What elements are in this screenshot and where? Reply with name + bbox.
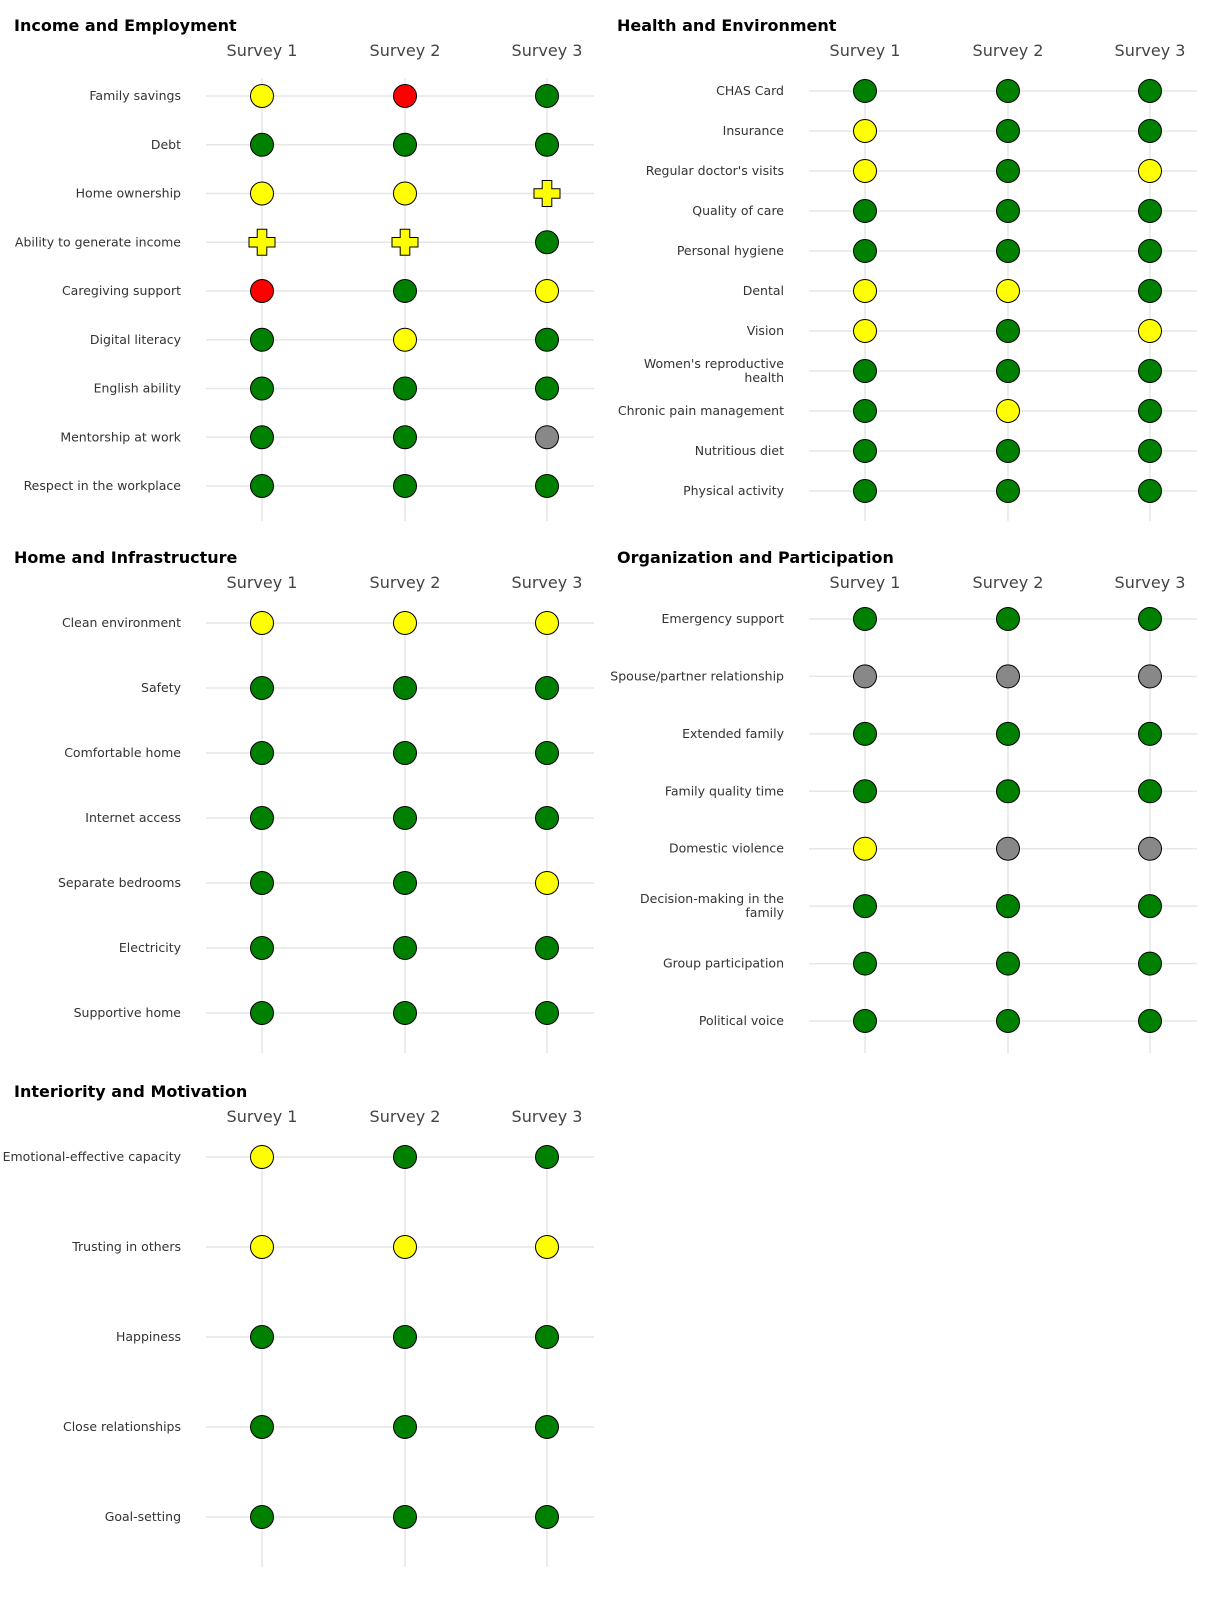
status-dot <box>536 807 559 830</box>
row-label: Group participation <box>662 955 784 971</box>
status-dot <box>536 426 559 449</box>
status-dot <box>1139 895 1162 918</box>
status-dot <box>251 182 274 205</box>
status-dot <box>251 426 274 449</box>
status-dot <box>394 377 417 400</box>
status-dot <box>997 440 1020 463</box>
status-dot <box>997 240 1020 263</box>
status-dot <box>997 895 1020 918</box>
status-dot <box>997 780 1020 803</box>
status-dot <box>251 1146 274 1169</box>
row-label: Nutritious diet <box>694 443 784 458</box>
chart-panel-organization-participation <box>610 548 1207 1058</box>
row-label: Emotional-effective capacity <box>2 1149 181 1164</box>
column-label: Survey 1 <box>829 573 901 592</box>
row-label: Safety <box>141 680 181 695</box>
chart-panel-health-environment <box>617 16 1207 526</box>
row-label: Chronic pain management <box>617 403 784 418</box>
status-dot <box>394 1146 417 1169</box>
status-dot <box>1139 952 1162 975</box>
status-dot <box>251 612 274 635</box>
row-label: Physical activity <box>683 483 784 498</box>
status-dot <box>1139 665 1162 688</box>
status-dot <box>536 85 559 108</box>
status-dot <box>394 937 417 960</box>
row-label: Debt <box>150 136 181 152</box>
status-dot <box>854 608 877 631</box>
column-label: Survey 3 <box>511 573 583 592</box>
row-label: Electricity <box>118 940 181 955</box>
status-dot <box>997 480 1020 503</box>
status-dot <box>854 952 877 975</box>
status-dot <box>536 1002 559 1025</box>
column-label: Survey 1 <box>226 41 298 60</box>
status-dot <box>251 1002 274 1025</box>
status-dot <box>536 612 559 635</box>
panel-title: Interiority and Motivation <box>14 1082 248 1101</box>
status-dot <box>394 280 417 303</box>
column-label: Survey 2 <box>972 573 1044 592</box>
status-dot <box>997 120 1020 143</box>
status-dot <box>1139 80 1162 103</box>
status-dot <box>394 807 417 830</box>
status-dot <box>1139 280 1162 303</box>
status-dot <box>394 1416 417 1439</box>
plus-marker <box>392 229 418 255</box>
status-dot <box>394 328 417 351</box>
status-dot <box>251 677 274 700</box>
row-label: Women's reproductive health <box>643 356 784 385</box>
status-dot <box>536 1146 559 1169</box>
status-dot <box>854 120 877 143</box>
status-dot <box>854 837 877 860</box>
status-dot <box>251 1416 274 1439</box>
status-dot <box>1139 837 1162 860</box>
status-dot <box>536 475 559 498</box>
status-dot <box>997 360 1020 383</box>
row-label: Comfortable home <box>64 745 181 760</box>
status-dot <box>536 231 559 254</box>
dot-matrix-chart <box>14 16 604 526</box>
dot-matrix-chart <box>2 1082 604 1602</box>
status-dot <box>997 80 1020 103</box>
status-dot <box>997 280 1020 303</box>
dot-matrix-chart <box>610 548 1207 1058</box>
row-label: Mentorship at work <box>60 429 181 445</box>
status-dot <box>854 400 877 423</box>
row-label: Personal hygiene <box>676 243 784 258</box>
status-dot <box>394 426 417 449</box>
status-dot <box>536 280 559 303</box>
status-dot <box>251 1326 274 1349</box>
status-dot <box>394 1236 417 1259</box>
status-dot <box>536 677 559 700</box>
panel-title: Health and Environment <box>617 16 837 35</box>
status-dot <box>251 377 274 400</box>
status-dot <box>394 742 417 765</box>
status-dot <box>394 475 417 498</box>
row-label: Family savings <box>89 88 181 103</box>
row-label: Insurance <box>722 123 784 138</box>
status-dot <box>854 665 877 688</box>
status-dot <box>854 722 877 745</box>
status-dot <box>251 475 274 498</box>
status-dot <box>997 722 1020 745</box>
status-dot <box>394 872 417 895</box>
row-label: Family quality time <box>664 783 784 799</box>
row-label: Emergency support <box>661 611 784 626</box>
status-dot <box>854 80 877 103</box>
status-dot <box>1139 160 1162 183</box>
status-dot <box>1139 400 1162 423</box>
status-dot <box>997 200 1020 223</box>
status-dot <box>394 1506 417 1529</box>
status-dot <box>854 360 877 383</box>
status-dot <box>1139 1010 1162 1033</box>
row-label: English ability <box>93 380 181 396</box>
status-dot <box>854 240 877 263</box>
status-dot <box>251 85 274 108</box>
status-dot <box>251 1236 274 1259</box>
status-dot <box>854 280 877 303</box>
status-dot <box>997 665 1020 688</box>
column-label: Survey 2 <box>369 41 441 60</box>
row-label: Caregiving support <box>61 283 181 298</box>
row-label: Close relationships <box>62 1419 181 1434</box>
status-dot <box>854 780 877 803</box>
status-dot <box>854 200 877 223</box>
status-dot <box>854 320 877 343</box>
status-dot <box>536 328 559 351</box>
row-label: Separate bedrooms <box>58 875 181 890</box>
status-dot <box>536 133 559 156</box>
plus-marker <box>249 229 275 255</box>
status-dot <box>394 1002 417 1025</box>
dot-matrix-chart <box>617 16 1207 526</box>
status-dot <box>536 872 559 895</box>
row-label: Clean environment <box>61 615 181 630</box>
column-label: Survey 1 <box>829 41 901 60</box>
column-label: Survey 3 <box>511 1107 583 1126</box>
status-dot <box>997 400 1020 423</box>
status-dot <box>1139 200 1162 223</box>
row-label: Happiness <box>115 1329 181 1344</box>
chart-panel-home-infrastructure <box>14 548 604 1058</box>
row-label: Trusting in others <box>72 1239 181 1254</box>
column-label: Survey 3 <box>511 41 583 60</box>
status-dot <box>251 133 274 156</box>
status-dot <box>854 440 877 463</box>
row-label: CHAS Card <box>716 83 784 98</box>
row-label: Goal-setting <box>104 1509 181 1524</box>
row-label: Supportive home <box>73 1005 181 1020</box>
panel-title: Organization and Participation <box>617 548 894 567</box>
status-dot <box>1139 320 1162 343</box>
status-dot <box>997 837 1020 860</box>
column-label: Survey 2 <box>972 41 1044 60</box>
status-dot <box>1139 360 1162 383</box>
row-label: Home ownership <box>75 185 181 201</box>
status-dot <box>394 612 417 635</box>
status-dot <box>536 1326 559 1349</box>
panel-title: Income and Employment <box>14 16 237 35</box>
row-label: Spouse/partner relationship <box>610 668 784 684</box>
status-dot <box>854 895 877 918</box>
chart-panel-interiority-motivation <box>2 1082 604 1602</box>
status-dot <box>1139 780 1162 803</box>
status-dot <box>251 937 274 960</box>
status-dot <box>997 320 1020 343</box>
row-label: Regular doctor's visits <box>645 163 784 178</box>
status-dot <box>251 872 274 895</box>
status-dot <box>854 1010 877 1033</box>
status-dot <box>1139 480 1162 503</box>
status-dot <box>394 133 417 156</box>
dot-matrix-chart <box>14 548 604 1058</box>
status-dot <box>854 480 877 503</box>
status-dot <box>251 328 274 351</box>
status-dot <box>1139 240 1162 263</box>
status-dot <box>251 807 274 830</box>
status-dot <box>536 1416 559 1439</box>
plus-marker <box>534 181 560 207</box>
row-label: Respect in the workplace <box>23 478 181 493</box>
status-dot <box>854 160 877 183</box>
status-dot <box>1139 608 1162 631</box>
column-label: Survey 1 <box>226 1107 298 1126</box>
status-dot <box>536 377 559 400</box>
row-label: Internet access <box>85 810 181 825</box>
status-dot <box>251 1506 274 1529</box>
status-dot <box>1139 440 1162 463</box>
status-dot <box>394 1326 417 1349</box>
status-dot <box>394 677 417 700</box>
status-dot <box>394 182 417 205</box>
status-dot <box>997 608 1020 631</box>
status-dot <box>1139 120 1162 143</box>
status-dot <box>536 1506 559 1529</box>
row-label: Ability to generate income <box>14 234 181 250</box>
status-dot <box>536 742 559 765</box>
column-label: Survey 2 <box>369 573 441 592</box>
status-dot <box>251 280 274 303</box>
row-label: Political voice <box>698 1013 784 1028</box>
column-label: Survey 1 <box>226 573 298 592</box>
row-label: Extended family <box>682 725 784 741</box>
column-label: Survey 2 <box>369 1107 441 1126</box>
row-label: Vision <box>746 323 784 338</box>
row-label: Digital literacy <box>89 331 181 347</box>
status-dot <box>536 1236 559 1259</box>
row-label: Decision-making in the family <box>640 891 784 921</box>
status-dot <box>997 952 1020 975</box>
chart-panel-income-employment <box>14 16 604 526</box>
row-label: Dental <box>742 283 784 298</box>
column-label: Survey 3 <box>1114 573 1186 592</box>
row-label: Domestic violence <box>668 840 784 856</box>
status-dot <box>536 937 559 960</box>
status-dot <box>997 160 1020 183</box>
status-dot <box>394 85 417 108</box>
status-dot <box>997 1010 1020 1033</box>
status-dot <box>1139 722 1162 745</box>
row-label: Quality of care <box>692 203 784 218</box>
status-dot <box>251 742 274 765</box>
panel-title: Home and Infrastructure <box>14 548 238 567</box>
column-label: Survey 3 <box>1114 41 1186 60</box>
